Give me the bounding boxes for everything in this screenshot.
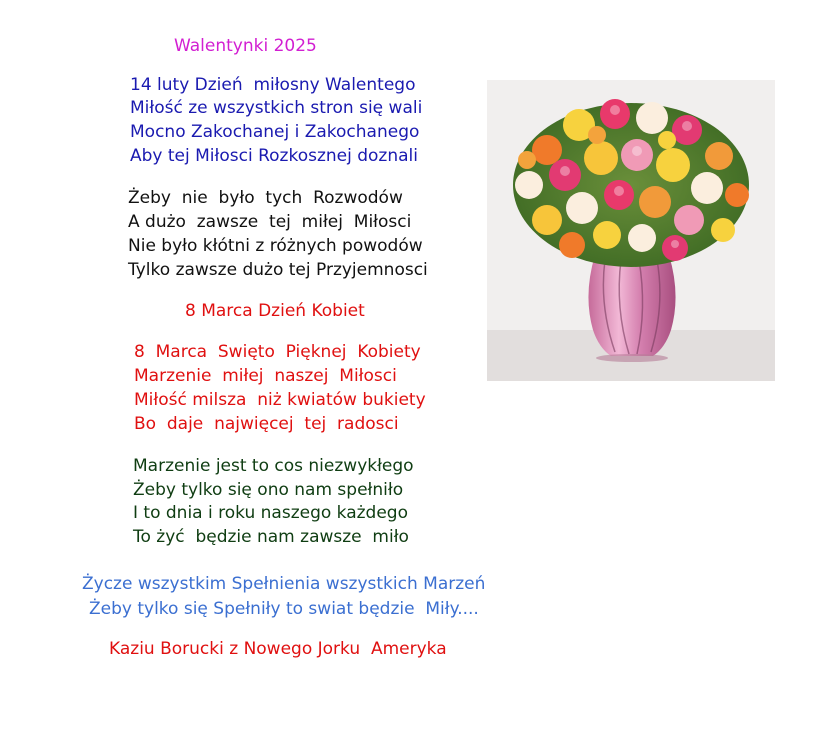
stanza-4-line-4: To żyć będzie nam zawsze miło [133, 527, 409, 547]
poem-title: Walentynki 2025 [174, 36, 317, 56]
stanza-3-line-1: 8 Marca Swięto Pięknej Kobiety [134, 342, 421, 362]
stanza-1-line-1: 14 luty Dzień miłosny Walentego [130, 75, 416, 95]
stanza-2-line-2: A dużo zawsze tej miłej Miłosci [128, 212, 412, 232]
stanza-2-line-1: Żeby nie było tych Rozwodów [128, 188, 403, 208]
stanza-4-line-3: I to dnia i roku naszego każdego [133, 503, 408, 523]
stanza-2-line-4: Tylko zawsze dużo tej Przyjemnosci [128, 260, 428, 280]
stanza-3-line-4: Bo daje najwięcej tej radosci [134, 414, 399, 434]
stanza-2-line-3: Nie było kłótni z różnych powodów [128, 236, 423, 256]
stanza-4-line-1: Marzenie jest to cos niezwykłego [133, 456, 414, 476]
flower-bouquet-photo [487, 80, 775, 381]
flower-bouquet-icon [487, 80, 775, 381]
stanza-3-line-3: Miłość milsza niż kwiatów bukiety [134, 390, 426, 410]
stanza-3-line-2: Marzenie miłej naszej Miłosci [134, 366, 397, 386]
stanza-1-line-3: Mocno Zakochanej i Zakochanego [130, 122, 420, 142]
stanza-1-line-2: Miłość ze wszystkich stron się wali [130, 98, 423, 118]
wishes-line-2: Żeby tylko się Spełniły to swiat będzie Miły.... [89, 599, 479, 619]
stanza-1-line-4: Aby tej Miłosci Rozkosznej doznali [130, 146, 418, 166]
poem-subtitle: 8 Marca Dzień Kobiet [185, 301, 365, 321]
signature: Kaziu Borucki z Nowego Jorku Ameryka [109, 639, 447, 659]
wishes-line-1: Życze wszystkim Spełnienia wszystkich Marzeń [82, 574, 486, 594]
stanza-4-line-2: Żeby tylko się ono nam spełniło [133, 480, 404, 500]
